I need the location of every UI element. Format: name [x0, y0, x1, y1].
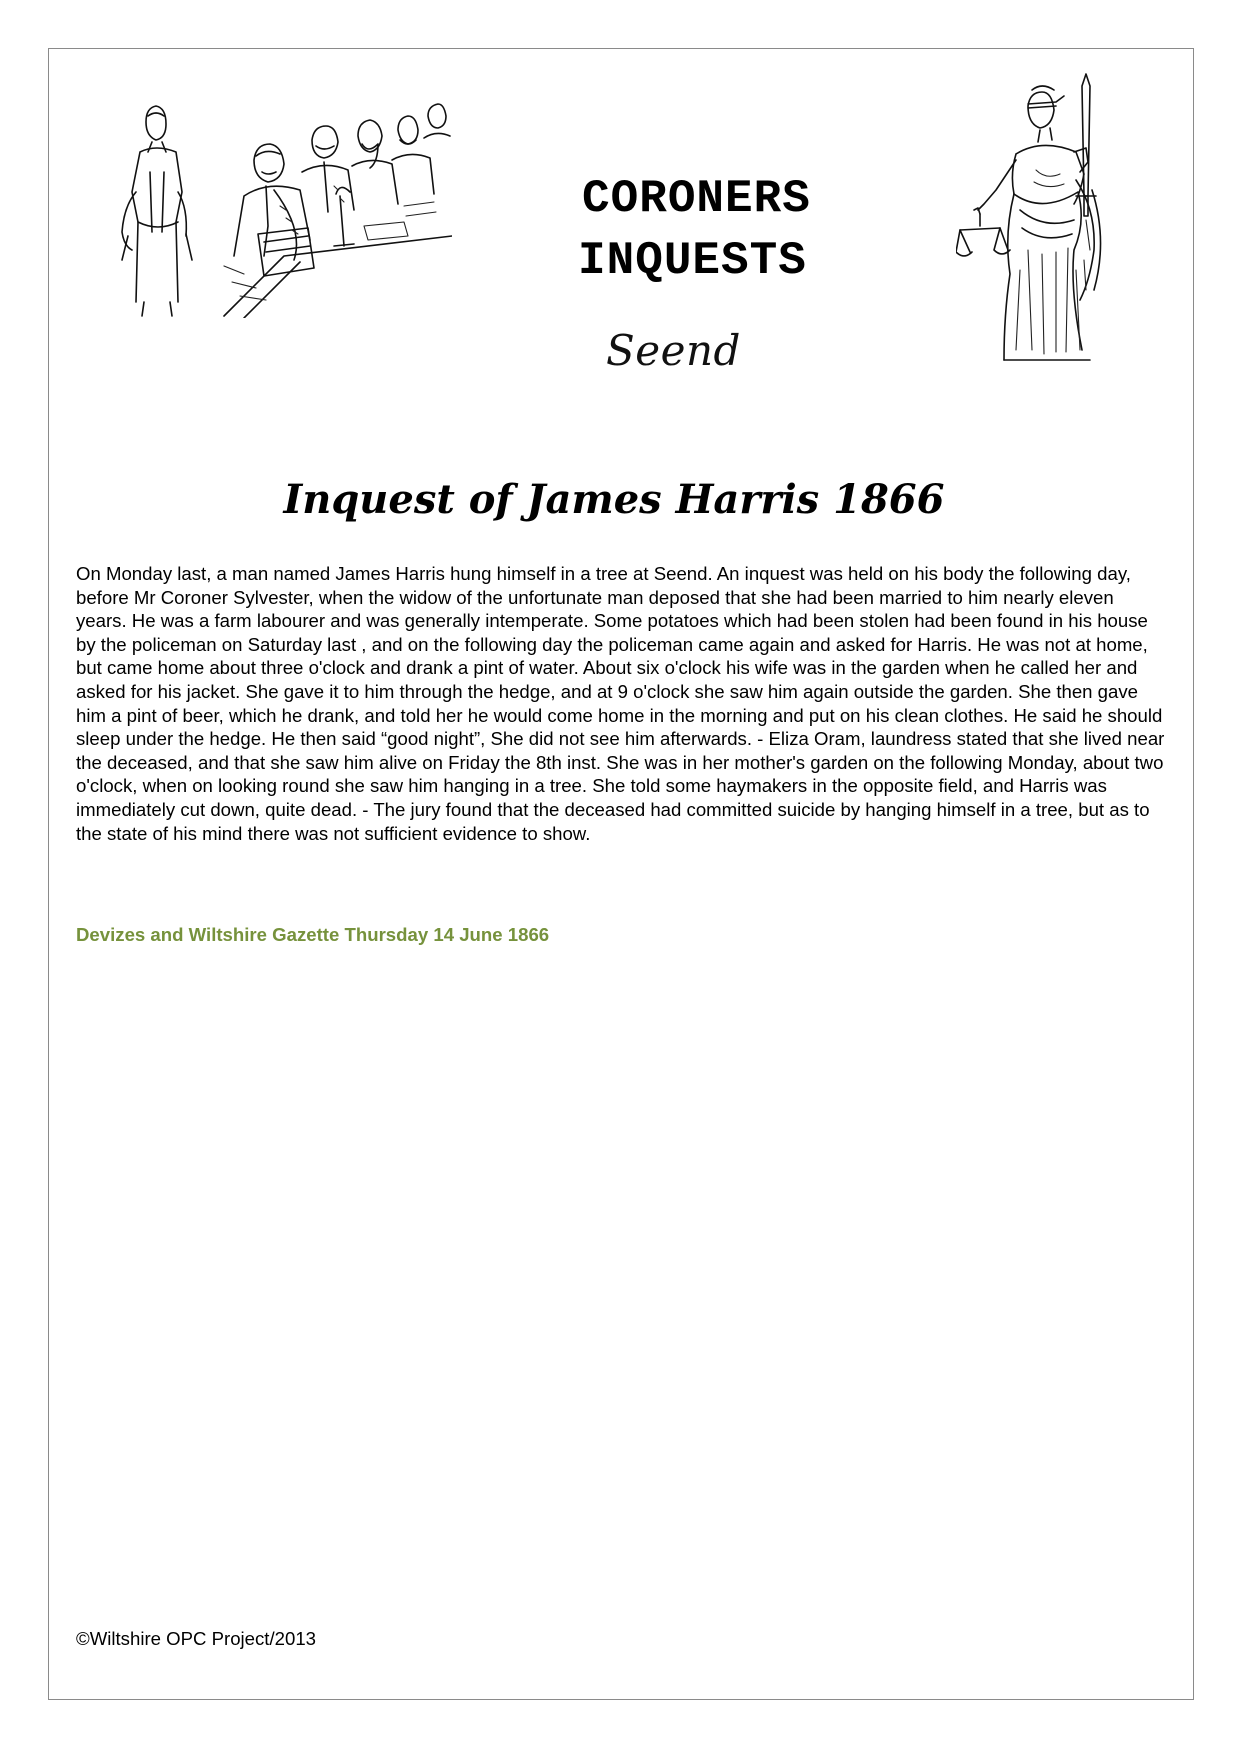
lady-justice-icon: [956, 70, 1128, 366]
page-title-line1: CORONERS: [582, 173, 811, 225]
page-title-line2: INQUESTS: [578, 235, 807, 287]
place-name: Seend: [606, 326, 741, 375]
source-citation: Devizes and Wiltshire Gazette Thursday 14 June 1866: [76, 924, 550, 945]
article-title: [0, 476, 1240, 523]
copyright-notice: ©Wiltshire OPC Project/2013: [76, 1628, 317, 1649]
page-title: [560, 168, 880, 292]
article-body: On Monday last, a man named James Harris hung himself in a tree at Seend. An inquest was held on his body the following day, before Mr Coroner Sylvester, when the widow of the unfortunate man deposed that she had been married to him nearly eleven years. He was a farm labourer and was generally intemperate. Some potatoes which had been stolen had been found in his house by the policeman on Saturday last , and on the following day the policeman came again and asked for Harris. He was not at home, but came home about three o'clock and drank a pint of water. About six o'clock his wife was in the garden when he called her and asked for his jacket. She gave it to him through the hedge, and at 9 o'clock she saw him again outside the garden. She then gave him a pint of beer, which he drank, and told her he would come home in the morning and put on his clean clothes. He said he should sleep under the hedge. He then said “good night”, She did not see him afterwards. - Eliza Oram, laundress stated that she lived near the deceased, and that she saw him alive on Friday the 8th inst. She was in her mother's garden on the following Monday, about two o'clock, when on looking round she saw him hanging in a tree. She told some haymakers in the opposite field, and Harris was immediately cut down, quite dead. - The jury found that the deceased had committed suicide by hanging himself in a tree, but as to the state of his mind there was not sufficient evidence to show.: [76, 563, 1165, 844]
courtroom-inquest-sketch-icon: [104, 86, 452, 318]
article-title-text: Inquest of James Harris 1866: [283, 476, 945, 523]
